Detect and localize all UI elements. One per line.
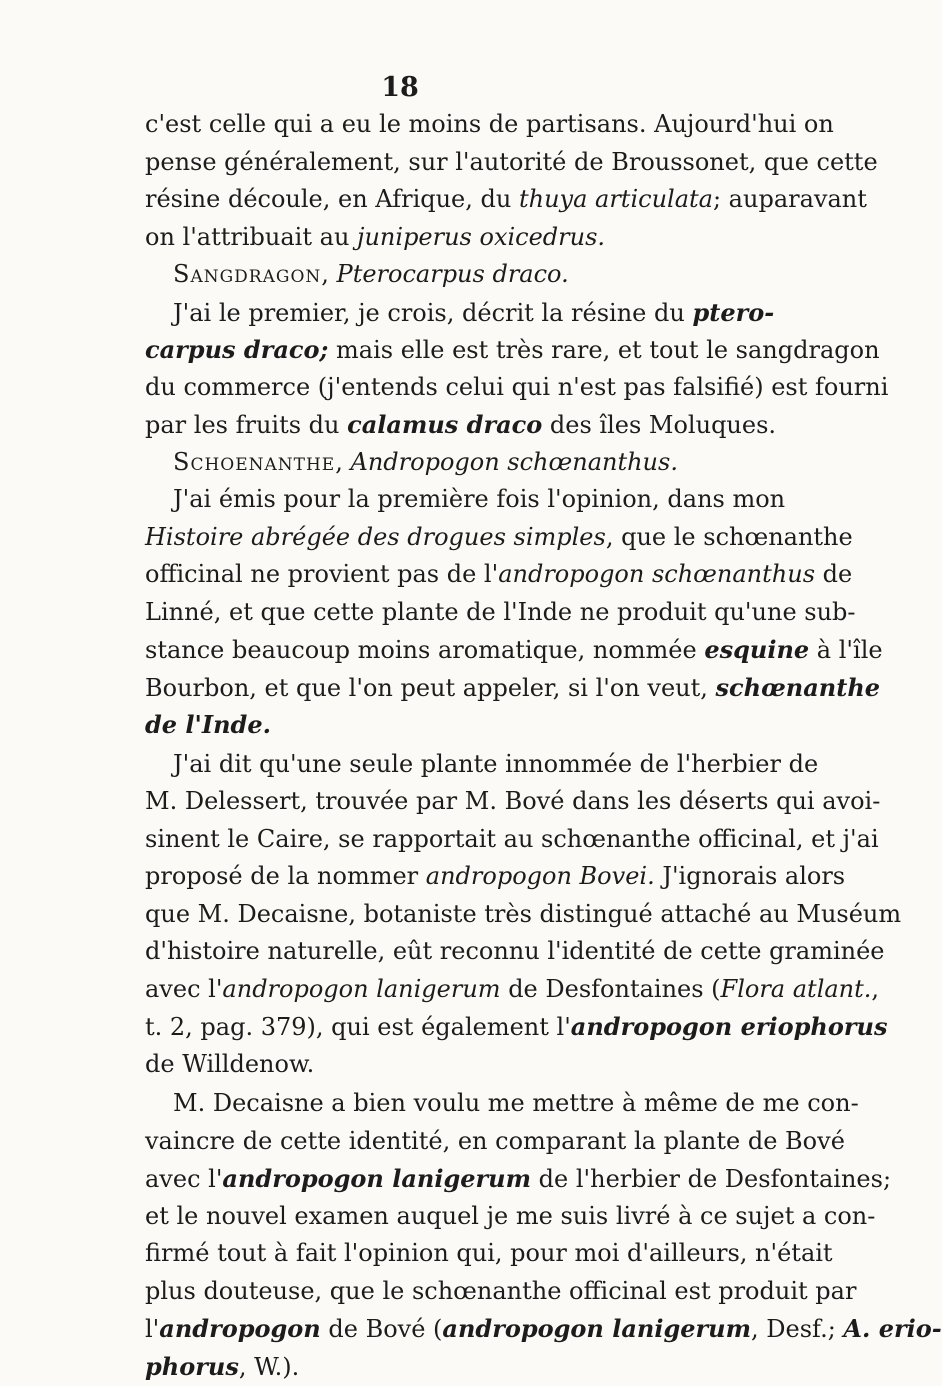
text-segment: J'ai le premier, je crois, décrit la résine du <box>173 298 693 327</box>
text-segment: firmé tout à fait l'opinion qui, pour moi d'ailleurs, n'était <box>145 1239 833 1267</box>
text-segment: , que le schœnanthe <box>605 522 853 551</box>
text-line <box>145 746 819 784</box>
text-segment: de l'herbier de Desfontaines; <box>531 1165 892 1193</box>
styled-text: esquine <box>704 635 810 664</box>
text-segment: du commerce (j'entends celui qui n'est pas falsifié) est fourni <box>145 372 889 401</box>
text-segment: des îles Moluques. <box>542 411 777 439</box>
text-segment: c'est celle qui a eu le moins de partisans. Aujourd'hui on <box>145 110 834 138</box>
text-segment: , W.). <box>238 1352 300 1381</box>
text-segment: , Desf.; <box>751 1315 844 1343</box>
text-line <box>145 706 665 744</box>
text-segment: de <box>815 560 853 588</box>
styled-text: Pterocarpus draco. <box>336 260 569 288</box>
styled-text: schœnanthe <box>715 672 881 702</box>
text-segment: M. Delessert, trouvée par M. Bové dans les déserts qui avoi- <box>145 787 881 815</box>
text-segment: que M. Decaisne, botaniste très distingué attaché au Muséum <box>145 899 902 928</box>
text-line <box>145 181 867 219</box>
text-segment: plus douteuse, que le schœnanthe officinal est produit par <box>145 1276 857 1305</box>
text-segment: par les fruits du <box>145 411 348 439</box>
text-line <box>145 406 777 444</box>
text-segment: Bourbon, et que l'on peut appeler, si l'on veut, <box>145 673 716 702</box>
text-block <box>145 106 942 1385</box>
text-segment: , <box>335 447 351 476</box>
text-segment: de Willdenow. <box>145 1049 315 1078</box>
styled-text: andropogon lanigerum <box>222 1164 532 1193</box>
styled-text: A. erio- <box>843 1314 942 1343</box>
text-segment: stance beaucoup moins aromatique, nommée <box>145 636 705 664</box>
text-segment: on l'attribuait au <box>145 222 358 251</box>
text-segment: proposé de la nommer <box>145 862 426 890</box>
styled-text: Schoenanthe <box>173 447 336 476</box>
styled-text: Sangdragon <box>173 260 322 288</box>
text-line <box>145 1273 857 1311</box>
text-line <box>145 821 879 859</box>
text-line <box>145 219 665 257</box>
styled-text: de l'Inde. <box>145 710 271 739</box>
styled-text: phorus <box>145 1351 239 1381</box>
text-segment: pense généralement, sur l'autorité de Broussonet, que cette <box>145 147 878 176</box>
styled-text: calamus draco <box>347 410 543 439</box>
text-line <box>145 1348 665 1386</box>
text-line <box>145 594 856 632</box>
text-line <box>145 858 846 896</box>
styled-text: juniperus oxicedrus. <box>357 222 606 251</box>
styled-text: andropogon lanigerum <box>222 974 501 1003</box>
text-line <box>145 556 853 594</box>
styled-text: Histoire abrégée des drogues simples <box>145 522 606 551</box>
text-segment: résine découle, en Afrique, du <box>145 185 519 213</box>
text-line <box>145 519 853 557</box>
text-segment: M. Decaisne a bien voulu me mettre à même de me con- <box>173 1089 859 1117</box>
text-line <box>145 669 881 707</box>
text-line <box>145 369 889 407</box>
text-line <box>145 896 902 934</box>
text-segment: vaincre de cette identité, en comparant la plante de Bové <box>145 1126 845 1155</box>
styled-text: Flora atlant. <box>720 974 872 1003</box>
text-segment: de Desfontaines ( <box>500 974 721 1003</box>
text-segment: d'histoire naturelle, eût reconnu l'identité de cette graminée <box>145 937 885 965</box>
styled-text: carpus draco; <box>145 335 329 364</box>
text-line <box>145 481 786 519</box>
text-segment: avec l' <box>145 974 223 1003</box>
page-number: 18 <box>381 72 419 103</box>
text-line <box>145 106 834 144</box>
text-line <box>145 1310 942 1348</box>
text-line <box>145 444 678 482</box>
styled-text: andropogon Bovei. <box>425 862 655 890</box>
text-line <box>145 933 885 971</box>
text-line <box>145 631 883 669</box>
styled-text: andropogon lanigerum <box>442 1314 752 1343</box>
text-line <box>145 256 665 294</box>
text-segment: sinent le Caire, se rapportait au schœnanthe officinal, et j'ai <box>145 824 879 853</box>
text-segment: , <box>871 974 880 1003</box>
text-segment: mais elle est très rare, et tout le sangdragon <box>328 336 880 364</box>
styled-text: Andropogon schœnanthus. <box>350 447 678 476</box>
text-line <box>145 1008 888 1046</box>
text-segment: et le nouvel examen auquel je me suis livré à ce sujet a con- <box>145 1201 876 1230</box>
text-line <box>145 1160 892 1198</box>
text-segment: J'ai émis pour la première fois l'opinion, dans mon <box>173 485 786 513</box>
styled-text: andropogon schœnanthus <box>498 560 816 588</box>
text-line <box>145 971 880 1009</box>
text-line <box>145 1198 876 1236</box>
text-segment: l' <box>145 1315 160 1343</box>
text-segment: avec l' <box>145 1165 223 1193</box>
styled-text: ptero- <box>692 297 775 327</box>
text-segment: officinal ne provient pas de l' <box>145 560 499 588</box>
styled-text: thuya articulata <box>518 185 713 213</box>
text-line <box>145 1123 845 1161</box>
text-segment: ; auparavant <box>712 185 867 213</box>
text-segment: de Bové ( <box>320 1315 443 1343</box>
text-line <box>145 331 880 369</box>
text-segment: J'ai dit qu'une seule plante innommée de l'herbier de <box>173 749 819 778</box>
text-segment: à l'île <box>809 636 883 664</box>
text-segment: t. 2, pag. 379), qui est également l' <box>145 1013 571 1041</box>
text-line <box>145 1046 665 1084</box>
text-line <box>145 1235 833 1273</box>
styled-text: andropogon <box>159 1314 321 1343</box>
text-segment: J'ignorais alors <box>654 862 846 890</box>
styled-text: andropogon eriophorus <box>570 1012 888 1041</box>
text-segment: Linné, et que cette plante de l'Inde ne produit qu'une sub- <box>145 597 856 626</box>
text-line <box>145 1085 859 1123</box>
text-segment: , <box>321 260 337 288</box>
text-line <box>145 294 775 332</box>
text-line <box>145 144 878 182</box>
text-line <box>145 783 881 821</box>
